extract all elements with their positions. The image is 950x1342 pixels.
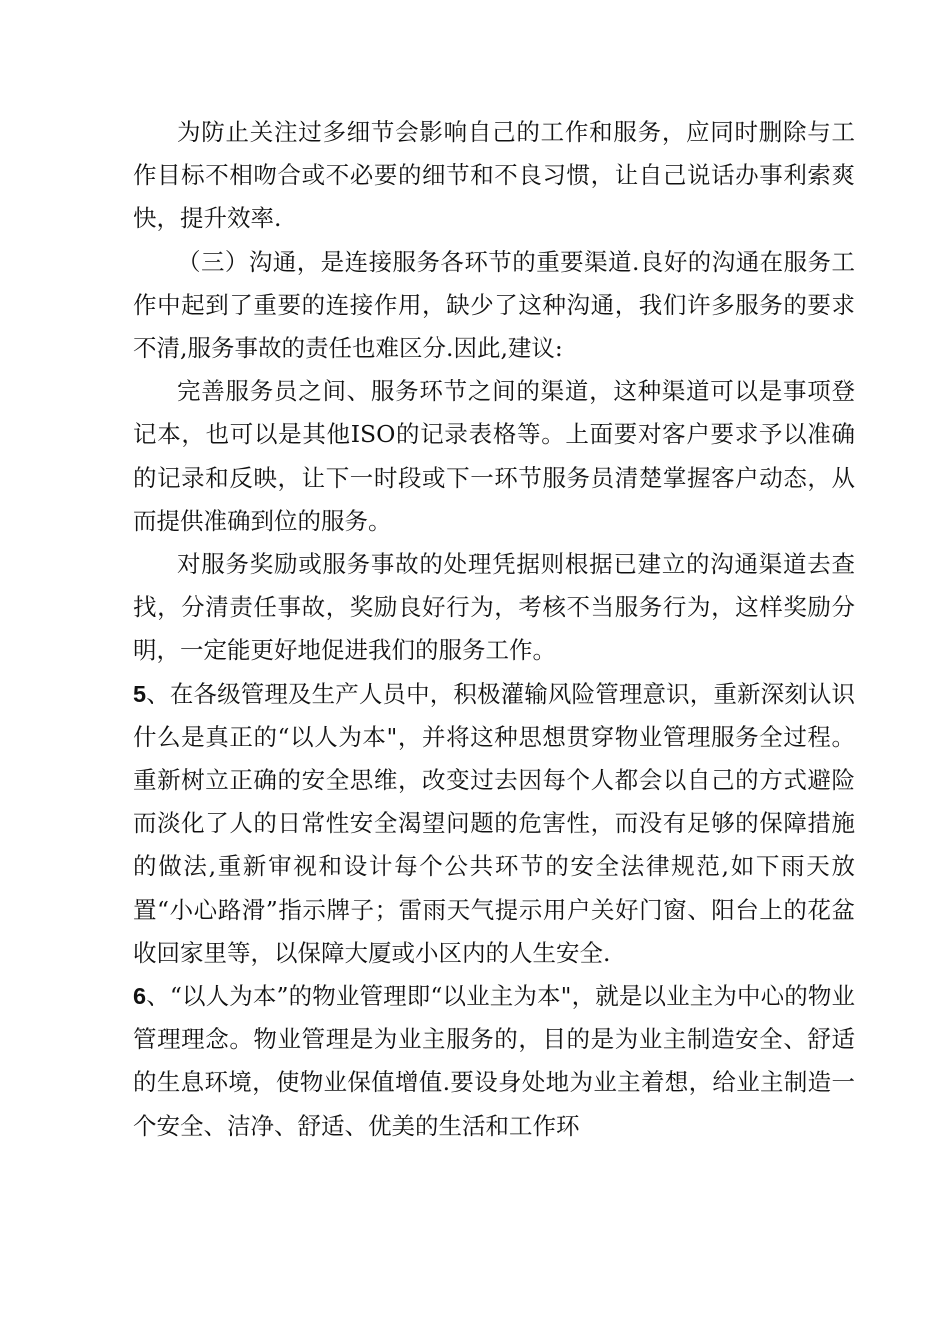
body-text xyxy=(133,111,855,1148)
paragraph: 完善服务员之间、服务环节之间的渠道，这种渠道可以是事项登记本，也可以是其他ISO的记录表格等。上面要对客户要求予以准确的记录和反映，让下一时段或下一环节服务员清楚掌握客户动态，从而提供准确到位的服务。 xyxy=(133,377,855,535)
list-item-number: 6 xyxy=(133,983,147,1010)
paragraph: （三）沟通，是连接服务各环节的重要渠道.良好的沟通在服务工作中起到了重要的连接作用，缺少了这种沟通，我们许多服务的要求不清,服务事故的责任也难区分.因此,建议: xyxy=(133,247,855,363)
paragraph: 对服务奖励或服务事故的处理凭据则根据已建立的沟通渠道去查找，分清责任事故，奖励良好行为，考核不当服务行为，这样奖励分明，一定能更好地促进我们的服务工作。 xyxy=(133,550,855,665)
paragraph: 为防止关注过多细节会影响自己的工作和服务，应同时删除与工作目标不相吻合或不必要的细节和不良习惯，让自己说话办事利索爽快，提升效率. xyxy=(133,118,855,233)
list-item xyxy=(133,673,855,975)
list-item-number: 5 xyxy=(133,680,147,707)
list-item-text: 、在各级管理及生产人员中，积极灌输风险管理意识，重新深刻认识什么是真正的“以人为本"，并将这种思想贯穿物业管理服务全过程。重新树立正确的安全思维，改变过去因每个人都会以自己的方式避险而淡化了人的日常性安全渴望问题的危害性，而没有足够的保障措施的做法,重新审视和设计每个公共环节的安全法律规范,如下雨天放置“小心路滑”指示牌子；雷雨天气提示用户关好门窗、阳台上的花盆收回家里等，以保障大厦或小区内的人生安全. xyxy=(133,679,855,967)
list-item xyxy=(133,975,855,1148)
list-item-text: 、“以人为本”的物业管理即“以业主为本"，就是以业主为中心的物业管理理念。物业管理是为业主服务的，目的是为业主制造安全、舒适的生息环境，使物业保值增值.要设身处地为业主着想，给业主制造一个安全、洁净、舒适、优美的生活和工作环 xyxy=(133,982,855,1140)
